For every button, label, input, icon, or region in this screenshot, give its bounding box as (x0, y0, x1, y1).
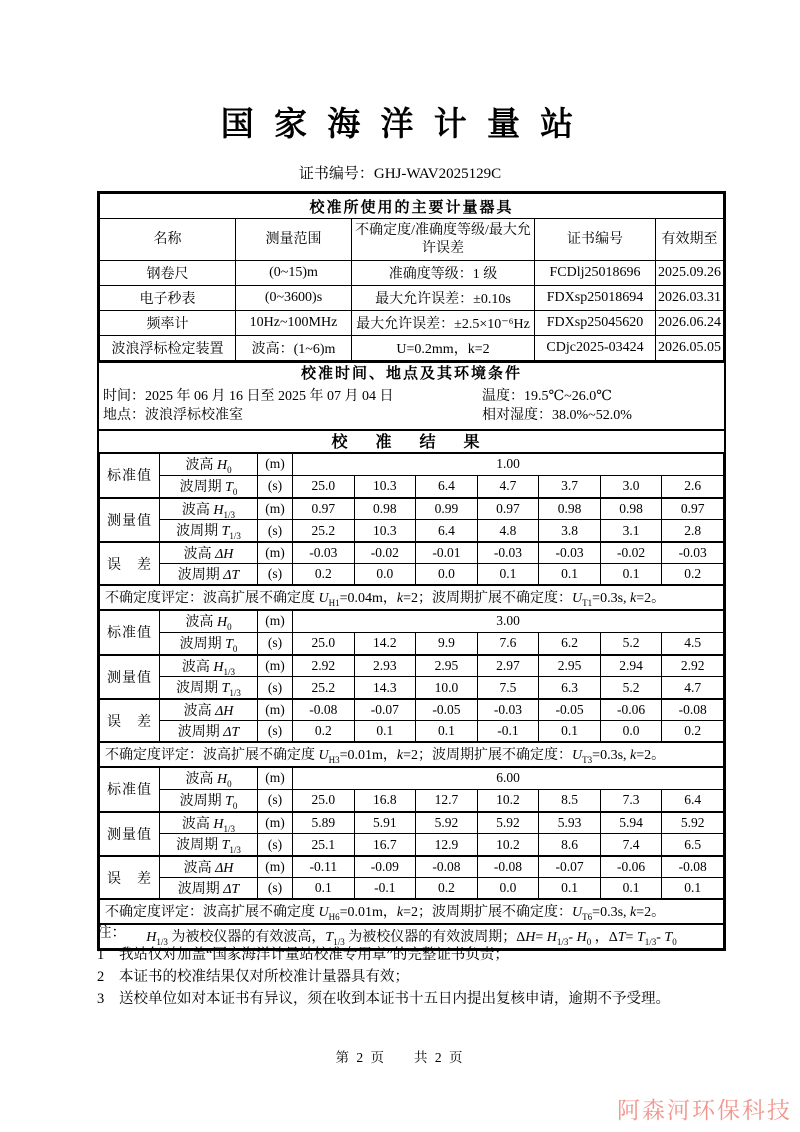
row-unit: (s) (258, 834, 293, 856)
col-header-range: 测量范围 (236, 219, 352, 261)
result-cell: 0.2 (662, 564, 724, 586)
standard-wave-height-value: 1.00 (293, 453, 724, 475)
row-group-label: 标准值 (100, 767, 160, 812)
result-cell: -0.09 (354, 856, 416, 878)
row-group-label: 测量值 (100, 498, 160, 543)
result-cell: -0.08 (662, 856, 724, 878)
result-cell: 2.95 (416, 655, 478, 677)
instrument-cell: 波高：(1~6)m (236, 336, 352, 361)
row-unit: (m) (258, 453, 293, 475)
result-cell: 2.92 (293, 655, 355, 677)
certificate-number-line (0, 162, 800, 183)
result-row (100, 520, 724, 542)
instrument-cell: (0~15)m (236, 261, 352, 286)
result-cell: 6.5 (662, 834, 724, 856)
row-unit: (m) (258, 542, 293, 564)
result-cell: 0.1 (354, 721, 416, 743)
page-title: 国 家 海 洋 计 量 站 (220, 107, 580, 143)
environment-section-title: 校准时间、地点及其环境条件 (300, 366, 522, 382)
result-cell: -0.06 (600, 699, 662, 721)
result-cell: 7.5 (477, 677, 539, 699)
result-cell: 2.94 (600, 655, 662, 677)
row-unit: (m) (258, 812, 293, 834)
result-cell: -0.03 (662, 542, 724, 564)
result-cell: 6.4 (416, 475, 478, 497)
result-row (100, 585, 724, 610)
result-cell: 2.6 (662, 475, 724, 497)
row-unit: (s) (258, 520, 293, 542)
result-cell: -0.03 (477, 699, 539, 721)
note-item (97, 988, 727, 1010)
result-cell: 0.97 (662, 498, 724, 520)
row-label: 波高 ΔH (160, 856, 258, 878)
result-cell: 0.98 (539, 498, 601, 520)
result-cell: 0.2 (662, 721, 724, 743)
result-cell: -0.02 (354, 542, 416, 564)
certificate-number-label: 证书编号： (298, 166, 374, 182)
result-cell: 0.97 (477, 498, 539, 520)
row-group-label: 误 差 (100, 542, 160, 585)
result-cell: 2.8 (662, 520, 724, 542)
results-section-title: 校 准 结 果 (99, 429, 724, 452)
instrument-row (100, 286, 724, 311)
results-footnote: $H_{1/3}$ 为被校仪器的有效波高，$T_{1/3}$ 为被校仪器的有效波周期；$\Delta H= H_{1/3}-$ $H_0$ ，$\Delta T= T_{1/3}-$ $T_0$ (100, 924, 724, 949)
row-group-label: 测量值 (100, 655, 160, 700)
instrument-cell: 波浪浮标检定装置 (100, 336, 236, 361)
instruments-section-title: 校准所使用的主要计量器具 (100, 194, 724, 219)
instrument-cell: FDXsp25045620 (535, 311, 656, 336)
col-header-name: 名称 (100, 219, 236, 261)
result-row (100, 610, 724, 632)
relative-humidity: 相对湿度：38.0%~52.0% (482, 408, 632, 423)
row-label: 波周期 $T_{1/3}$ (160, 834, 258, 856)
standard-wave-height-value: 3.00 (293, 610, 724, 632)
row-label: 波高 $H_{1/3}$ (160, 655, 258, 677)
note-text: 本证书的校准结果仅对所校准计量器具有效； (119, 969, 409, 985)
result-cell: -0.03 (477, 542, 539, 564)
instrument-cell: 2026.06.24 (656, 311, 724, 336)
calibration-time: 时间：2025 年 06 月 16 日至 2025 年 07 月 04 日 (103, 389, 394, 404)
result-cell: 5.92 (477, 812, 539, 834)
result-cell: 0.2 (293, 564, 355, 586)
row-unit: (m) (258, 498, 293, 520)
row-unit: (s) (258, 475, 293, 497)
result-cell: 12.7 (416, 789, 478, 811)
result-cell: 5.2 (600, 632, 662, 654)
result-cell: 16.8 (354, 789, 416, 811)
row-label: 波高 $H_{1/3}$ (160, 812, 258, 834)
instrument-cell: FDXsp25018694 (535, 286, 656, 311)
row-label: 波周期 $T_0$ (160, 475, 258, 497)
result-row (100, 475, 724, 497)
result-cell: 10.3 (354, 520, 416, 542)
result-cell: 0.1 (477, 564, 539, 586)
col-header-uncertainty: 不确定度/准确度等级/最大允许误差 (352, 219, 535, 261)
result-cell: -0.03 (539, 542, 601, 564)
result-cell: 0.1 (662, 878, 724, 900)
notes-label: 注： (97, 925, 126, 941)
row-group-label: 误 差 (100, 856, 160, 899)
result-cell: 7.3 (600, 789, 662, 811)
instrument-cell: 钢卷尺 (100, 261, 236, 286)
instrument-cell: 准确度等级：1 级 (352, 261, 535, 286)
result-cell: 5.94 (600, 812, 662, 834)
result-cell: 7.6 (477, 632, 539, 654)
result-cell: 0.2 (293, 721, 355, 743)
result-cell: 5.2 (600, 677, 662, 699)
result-cell: 0.0 (354, 564, 416, 586)
result-row (100, 721, 724, 743)
instrument-row (100, 336, 724, 361)
row-label: 波高 $H_0$ (160, 453, 258, 475)
result-cell: 25.0 (293, 475, 355, 497)
result-cell: -0.07 (539, 856, 601, 878)
result-cell: 5.89 (293, 812, 355, 834)
certificate-number-value: GHJ-WAV2025129C (373, 166, 502, 182)
instrument-cell: 2026.05.05 (656, 336, 724, 361)
result-cell: 3.8 (539, 520, 601, 542)
result-row (100, 878, 724, 900)
result-cell: 0.1 (539, 721, 601, 743)
result-cell: -0.01 (416, 542, 478, 564)
result-cell: -0.05 (539, 699, 601, 721)
result-cell: 2.92 (662, 655, 724, 677)
row-label: 波周期 $T_{1/3}$ (160, 520, 258, 542)
watermark-text: 阿森河环保科技 (617, 1098, 792, 1123)
instrument-cell: 2026.03.31 (656, 286, 724, 311)
result-cell: 9.9 (416, 632, 478, 654)
result-cell: 6.4 (662, 789, 724, 811)
row-unit: (s) (258, 721, 293, 743)
result-cell: 0.0 (416, 564, 478, 586)
result-cell: 5.92 (416, 812, 478, 834)
certificate-main-table (97, 191, 726, 951)
temperature: 温度：19.5℃~26.0℃ (482, 389, 612, 404)
row-unit: (s) (258, 632, 293, 654)
instrument-cell: 频率计 (100, 311, 236, 336)
row-label: 波高 ΔH (160, 699, 258, 721)
row-unit: (s) (258, 878, 293, 900)
instrument-row (100, 261, 724, 286)
uncertainty-statement: 不确定度评定：波高扩展不确定度 $U_{H6}=0.01m$，k=2；波周期扩展不确定度：$U_{T6}=0.3s$, k=2。 (100, 899, 724, 924)
result-cell: 25.2 (293, 520, 355, 542)
result-cell: 3.1 (600, 520, 662, 542)
environment-row-2 (103, 406, 720, 425)
instruments-title-row (100, 194, 724, 219)
note-item (97, 944, 727, 966)
result-cell: 4.7 (477, 475, 539, 497)
result-row (100, 655, 724, 677)
result-cell: -0.08 (662, 699, 724, 721)
instruments-header-row (100, 219, 724, 261)
result-cell: -0.06 (600, 856, 662, 878)
result-cell: 10.2 (477, 789, 539, 811)
row-unit: (s) (258, 677, 293, 699)
result-cell: 25.0 (293, 632, 355, 654)
result-row (100, 564, 724, 586)
result-cell: 12.9 (416, 834, 478, 856)
row-group-label: 测量值 (100, 812, 160, 857)
row-label: 波高 ΔH (160, 542, 258, 564)
notes-section (97, 922, 727, 1010)
result-cell: 5.93 (539, 812, 601, 834)
row-label: 波周期 ΔT (160, 878, 258, 900)
row-label: 波周期 $T_0$ (160, 632, 258, 654)
result-cell: 0.99 (416, 498, 478, 520)
row-group-label: 标准值 (100, 610, 160, 655)
result-row (100, 699, 724, 721)
result-cell: 25.1 (293, 834, 355, 856)
col-header-validity: 有效期至 (656, 219, 724, 261)
result-cell: 7.4 (600, 834, 662, 856)
standard-wave-height-value: 6.00 (293, 767, 724, 789)
result-cell: 6.3 (539, 677, 601, 699)
result-row (100, 767, 724, 789)
result-cell: 16.7 (354, 834, 416, 856)
result-cell: 0.1 (416, 721, 478, 743)
row-unit: (s) (258, 789, 293, 811)
row-unit: (m) (258, 699, 293, 721)
instrument-cell: CDjc2025-03424 (535, 336, 656, 361)
result-cell: 4.8 (477, 520, 539, 542)
result-cell: 0.1 (539, 564, 601, 586)
instrument-cell: U=0.2mm，k=2 (352, 336, 535, 361)
row-group-label: 误 差 (100, 699, 160, 742)
result-cell: -0.08 (293, 699, 355, 721)
instrument-cell: 2025.09.26 (656, 261, 724, 286)
environment-section (99, 361, 724, 429)
result-row (100, 632, 724, 654)
result-row (100, 812, 724, 834)
result-row (100, 453, 724, 475)
result-row (100, 542, 724, 564)
note-number: 2 (97, 969, 105, 985)
result-row (100, 856, 724, 878)
environment-details (99, 386, 724, 429)
result-cell: 4.5 (662, 632, 724, 654)
result-cell: 10.0 (416, 677, 478, 699)
result-cell: 3.0 (600, 475, 662, 497)
note-text: 送校单位如对本证书有异议，须在收到本证书十五日内提出复核申请，逾期不予受理。 (119, 991, 670, 1007)
row-label: 波周期 ΔT (160, 721, 258, 743)
instrument-cell: 10Hz~100MHz (236, 311, 352, 336)
result-row (100, 834, 724, 856)
result-cell: 5.92 (662, 812, 724, 834)
result-cell: -0.02 (600, 542, 662, 564)
result-cell: 2.95 (539, 655, 601, 677)
result-row (100, 899, 724, 924)
instrument-cell: (0~3600)s (236, 286, 352, 311)
uncertainty-statement: 不确定度评定：波高扩展不确定度 $U_{H3}=0.01m$，k=2；波周期扩展不确定度：$U_{T3}=0.3s$, k=2。 (100, 742, 724, 767)
note-number: 1 (97, 947, 105, 963)
result-cell: 14.2 (354, 632, 416, 654)
row-unit: (m) (258, 856, 293, 878)
row-unit: (m) (258, 655, 293, 677)
page-total: 共 2 页 (414, 1050, 465, 1065)
note-number: 3 (97, 991, 105, 1007)
result-cell: -0.11 (293, 856, 355, 878)
row-label: 波周期 $T_{1/3}$ (160, 677, 258, 699)
row-unit: (s) (258, 564, 293, 586)
result-cell: 6.4 (416, 520, 478, 542)
result-cell: 8.5 (539, 789, 601, 811)
row-group-label: 标准值 (100, 453, 160, 498)
row-label: 波高 $H_0$ (160, 767, 258, 789)
result-cell: -0.07 (354, 699, 416, 721)
result-cell: -0.08 (416, 856, 478, 878)
result-cell: 0.97 (293, 498, 355, 520)
result-cell: 2.97 (477, 655, 539, 677)
result-cell: -0.1 (354, 878, 416, 900)
result-cell: 5.91 (354, 812, 416, 834)
instruments-table (99, 193, 724, 361)
result-cell: 25.2 (293, 677, 355, 699)
row-label: 波周期 $T_0$ (160, 789, 258, 811)
row-label: 波高 $H_0$ (160, 610, 258, 632)
result-row (100, 789, 724, 811)
result-cell: 3.7 (539, 475, 601, 497)
instrument-cell: 电子秒表 (100, 286, 236, 311)
result-cell: 0.0 (477, 878, 539, 900)
result-row (100, 677, 724, 699)
instrument-row (100, 311, 724, 336)
result-cell: 0.2 (416, 878, 478, 900)
result-cell: -0.03 (293, 542, 355, 564)
result-cell: 6.2 (539, 632, 601, 654)
result-cell: 0.1 (600, 878, 662, 900)
calibration-location: 地点：波浪浮标校准室 (103, 408, 243, 423)
page-number: 第 2 页 (335, 1050, 386, 1065)
result-cell: 25.0 (293, 789, 355, 811)
result-cell: 0.98 (354, 498, 416, 520)
result-cell: 10.3 (354, 475, 416, 497)
instrument-cell: 最大允许误差：±2.5×10⁻⁶Hz (352, 311, 535, 336)
environment-row-1 (103, 387, 720, 406)
result-cell: 0.1 (600, 564, 662, 586)
result-cell: 8.6 (539, 834, 601, 856)
result-cell: 0.0 (600, 721, 662, 743)
result-cell: 4.7 (662, 677, 724, 699)
col-header-certno: 证书编号 (535, 219, 656, 261)
page-footer (0, 1046, 800, 1066)
result-cell: 14.3 (354, 677, 416, 699)
result-cell: 0.98 (600, 498, 662, 520)
result-row (100, 742, 724, 767)
result-cell: -0.08 (477, 856, 539, 878)
result-cell: -0.05 (416, 699, 478, 721)
row-label: 波高 $H_{1/3}$ (160, 498, 258, 520)
result-cell: 0.1 (293, 878, 355, 900)
instrument-cell: FCDlj25018696 (535, 261, 656, 286)
row-unit: (m) (258, 767, 293, 789)
result-cell: -0.1 (477, 721, 539, 743)
note-text: 我站仅对加盖“国家海洋计量站校准专用章”的完整证书负责； (119, 947, 509, 963)
row-unit: (m) (258, 610, 293, 632)
result-cell: 0.1 (539, 878, 601, 900)
results-table (99, 452, 724, 949)
result-cell: 2.93 (354, 655, 416, 677)
row-label: 波周期 ΔT (160, 564, 258, 586)
instrument-cell: 最大允许误差：±0.10s (352, 286, 535, 311)
note-item (97, 966, 727, 988)
uncertainty-statement: 不确定度评定：波高扩展不确定度 $U_{H1}=0.04m$，k=2；波周期扩展不确定度：$U_{T1}=0.3s$, k=2。 (100, 585, 724, 610)
result-cell: 10.2 (477, 834, 539, 856)
result-row (100, 498, 724, 520)
